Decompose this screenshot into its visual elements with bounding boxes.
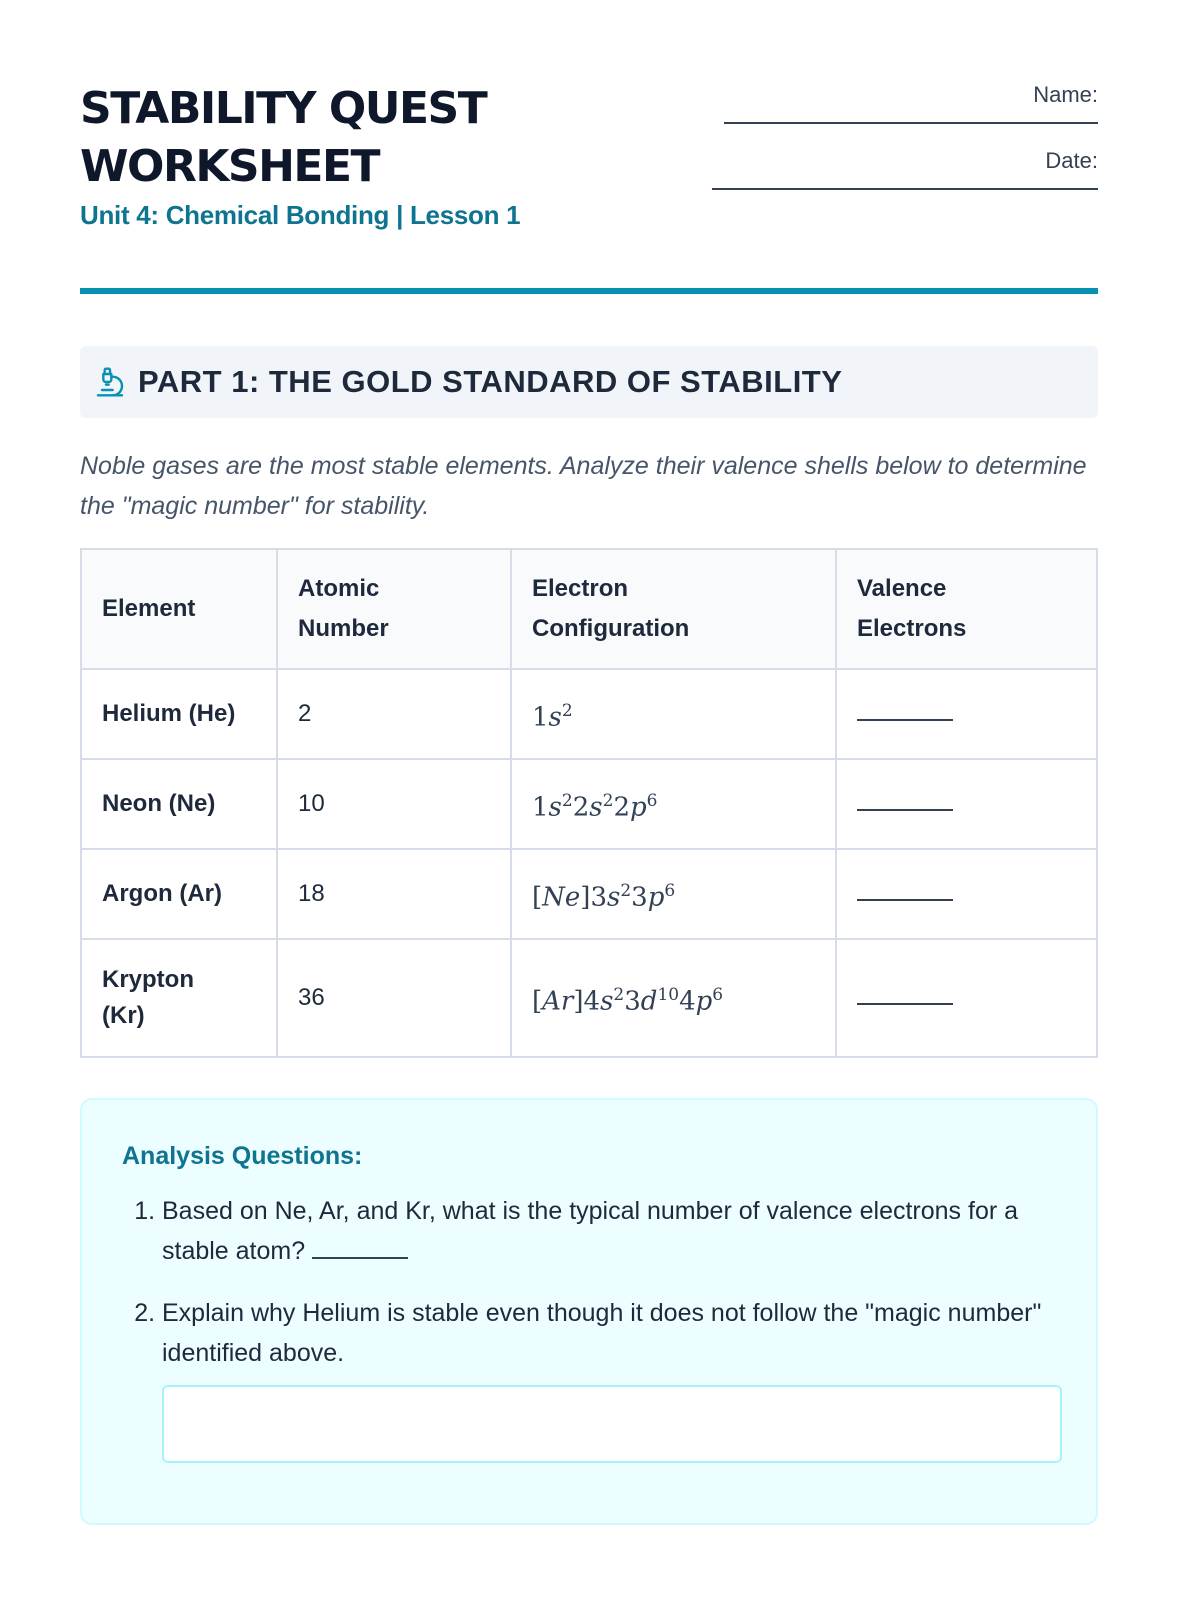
atomic-number-cell: 10 xyxy=(277,759,511,849)
microscope-icon xyxy=(94,366,126,398)
column-header-atomic-number: Atomic Number xyxy=(277,549,511,669)
atomic-number-cell: 2 xyxy=(277,669,511,759)
date-label: Date: xyxy=(1045,148,1098,173)
question-1 xyxy=(162,1191,1056,1271)
title-line-2: WORKSHEET xyxy=(80,141,380,192)
valence-cell xyxy=(836,669,1097,759)
column-header-element: Element xyxy=(81,549,277,669)
name-field[interactable] xyxy=(724,122,1098,124)
table-row xyxy=(81,849,1097,939)
table-row xyxy=(81,939,1097,1057)
part-1-intro: Noble gases are the most stable elements. Analyze their valence shells below to determine the "magic number" for stability. xyxy=(80,452,1087,520)
worksheet-header xyxy=(80,0,1098,292)
valence-answer-blank[interactable] xyxy=(857,809,953,811)
element-cell: Neon (Ne) xyxy=(81,759,277,849)
question-2-text: Explain why Helium is stable even though it does not follow the "magic number" identified above. xyxy=(162,1299,1042,1367)
part-1-heading-bar xyxy=(80,346,1098,418)
column-header-electron-configuration: Electron Configuration xyxy=(511,549,836,669)
question-1-text: Based on Ne, Ar, and Kr, what is the typical number of valence electrons for a stable atom? xyxy=(162,1197,1019,1265)
part-1-heading: PART 1: THE GOLD STANDARD OF STABILITY xyxy=(138,364,843,399)
question-1-answer-blank[interactable] xyxy=(312,1257,408,1259)
analysis-questions-box xyxy=(80,1098,1098,1525)
table-row xyxy=(81,759,1097,849)
valence-cell xyxy=(836,759,1097,849)
valence-answer-blank[interactable] xyxy=(857,1003,953,1005)
configuration-cell: $1s^2$ xyxy=(511,669,836,759)
atomic-number-cell: 36 xyxy=(277,939,511,1057)
configuration-cell: $1s^22s^22p^6$ xyxy=(511,759,836,849)
question-2 xyxy=(162,1293,1056,1463)
column-header-valence-electrons: Valence Electrons xyxy=(836,549,1097,669)
valence-cell xyxy=(836,849,1097,939)
valence-answer-blank[interactable] xyxy=(857,899,953,901)
atomic-number-cell: 18 xyxy=(277,849,511,939)
name-label: Name: xyxy=(1033,82,1098,107)
configuration-cell: $[Ne]3s^23p^6$ xyxy=(511,849,836,939)
question-list xyxy=(122,1191,1056,1463)
student-info xyxy=(712,82,1098,214)
table-header-row xyxy=(81,549,1097,669)
worksheet-page xyxy=(80,0,1098,1525)
table-row xyxy=(81,669,1097,759)
element-cell: Helium (He) xyxy=(81,669,277,759)
header-divider xyxy=(80,288,1098,294)
question-2-answer-box[interactable] xyxy=(162,1385,1062,1463)
date-field[interactable] xyxy=(712,188,1098,190)
element-cell: Krypton (Kr) xyxy=(81,939,277,1057)
noble-gas-table xyxy=(80,548,1098,1058)
worksheet-title xyxy=(80,80,486,196)
configuration-cell: $[Ar]4s^23d^{10}4p^6$ xyxy=(511,939,836,1057)
analysis-heading: Analysis Questions: xyxy=(122,1142,363,1170)
worksheet-subtitle: Unit 4: Chemical Bonding | Lesson 1 xyxy=(80,200,521,230)
title-line-1: STABILITY QUEST xyxy=(80,83,487,134)
valence-answer-blank[interactable] xyxy=(857,719,953,721)
valence-cell xyxy=(836,939,1097,1057)
element-cell: Argon (Ar) xyxy=(81,849,277,939)
